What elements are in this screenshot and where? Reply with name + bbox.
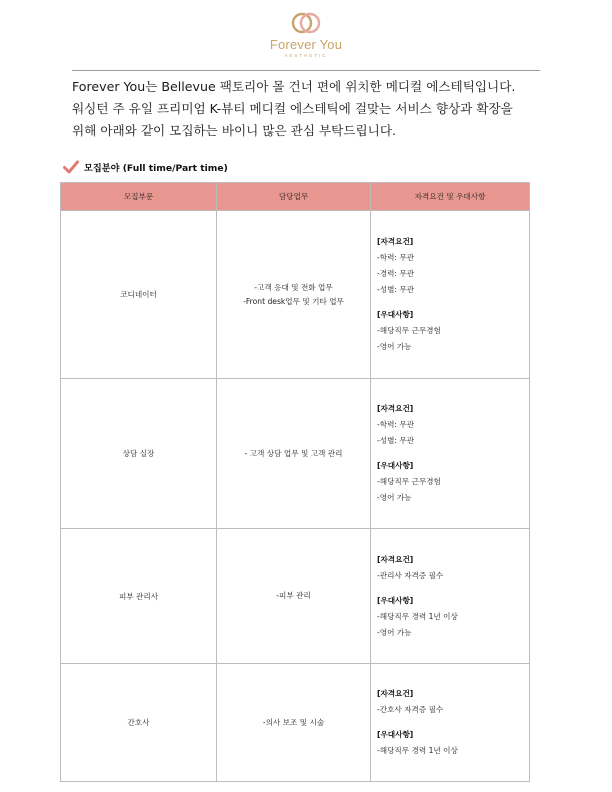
- intro-line: 위해 아래와 같이 모집하는 바이니 많은 관심 부탁드립니다.: [72, 123, 396, 138]
- requirement-item: -학력: 무관: [377, 253, 415, 262]
- tasks-cell: [217, 379, 371, 529]
- preference-item: -영어 가능: [377, 342, 412, 351]
- requirements-block: [377, 552, 528, 584]
- task-line: -의사 보조 및 시술: [262, 717, 325, 727]
- table-row: [61, 664, 530, 782]
- requirement-item: -관리사 자격증 필수: [377, 570, 444, 580]
- tasks-cell: [217, 529, 371, 664]
- brand-subtitle: AESTHETIC: [284, 53, 328, 58]
- brand-logo: [0, 10, 612, 58]
- tasks-cell: [217, 211, 371, 379]
- qualifications-cell: [371, 529, 530, 664]
- tasks-cell: [217, 664, 371, 782]
- intro-paragraph: [72, 76, 542, 142]
- requirements-heading: [자격요건]: [377, 689, 414, 698]
- table-row: [61, 379, 530, 529]
- preferences-heading: [우대사항]: [377, 595, 414, 605]
- preference-item: -영어 가능: [377, 627, 412, 637]
- column-header: 자격요건 및 우대사항: [371, 183, 530, 211]
- position-cell: 상담 실장: [61, 379, 217, 529]
- requirements-heading: [자격요건]: [377, 554, 414, 564]
- task-line: -고객 응대 및 전화 업무: [254, 282, 333, 292]
- section-heading: [63, 160, 228, 174]
- intro-line: Forever You는 Bellevue 팩토리아 몰 건너 편에 위치한 메디컬 에스테틱입니다.: [72, 79, 516, 94]
- checkmark-icon: [63, 160, 79, 174]
- position-cell: 간호사: [61, 664, 217, 782]
- position-cell: 피부 관리사: [61, 529, 217, 664]
- task-line: -Front desk업무 및 기타 업무: [243, 296, 344, 306]
- table-header-row: [61, 183, 530, 211]
- intro-line: 워싱턴 주 유일 프리미엄 K-뷰티 메디컬 에스테틱에 걸맞는 서비스 향상과 확장을: [72, 101, 513, 116]
- preference-item: -영어 가능: [377, 493, 412, 502]
- preferences-block: [377, 593, 528, 641]
- requirement-item: -성별: 무관: [377, 436, 415, 445]
- interlocking-rings-icon: [289, 10, 323, 36]
- requirement-item: -경력: 무관: [377, 269, 415, 278]
- requirement-item: -간호사 자격증 필수: [377, 705, 444, 714]
- table-row: [61, 211, 530, 379]
- requirements-heading: [자격요건]: [377, 404, 414, 413]
- preferences-block: [377, 458, 528, 506]
- column-header: 담당업무: [217, 183, 371, 211]
- brand-name: Forever You: [269, 37, 343, 52]
- preference-item: -해당직무 근무경험: [377, 477, 441, 486]
- recruitment-table: [60, 182, 530, 782]
- qualifications-cell: [371, 379, 530, 529]
- requirements-block: [377, 234, 528, 298]
- preferences-block: [377, 307, 528, 355]
- preference-item: -해당직무 근무경험: [377, 326, 441, 335]
- requirements-block: [377, 401, 528, 449]
- section-title: 모집분야 (Full time/Part time): [84, 163, 228, 174]
- task-line: -피부 관리: [276, 591, 311, 600]
- preference-item: -해당직무 경력 1년 이상: [377, 611, 458, 621]
- table-row: [61, 529, 530, 664]
- preferences-block: [377, 727, 528, 759]
- requirements-block: [377, 686, 528, 718]
- column-header: 모집부문: [61, 183, 217, 211]
- requirements-heading: [자격요건]: [377, 237, 414, 246]
- preferences-heading: [우대사항]: [377, 461, 414, 470]
- preferences-heading: [우대사항]: [377, 730, 414, 739]
- preferences-heading: [우대사항]: [377, 310, 414, 319]
- position-cell: 코디네이터: [61, 211, 217, 379]
- header-divider: [72, 70, 540, 71]
- requirement-item: -학력: 무관: [377, 420, 415, 429]
- qualifications-cell: [371, 211, 530, 379]
- qualifications-cell: [371, 664, 530, 782]
- preference-item: -해당직무 경력 1년 이상: [377, 746, 458, 755]
- requirement-item: -성별: 무관: [377, 285, 415, 294]
- task-line: - 고객 상담 업무 및 고객 관리: [244, 448, 343, 458]
